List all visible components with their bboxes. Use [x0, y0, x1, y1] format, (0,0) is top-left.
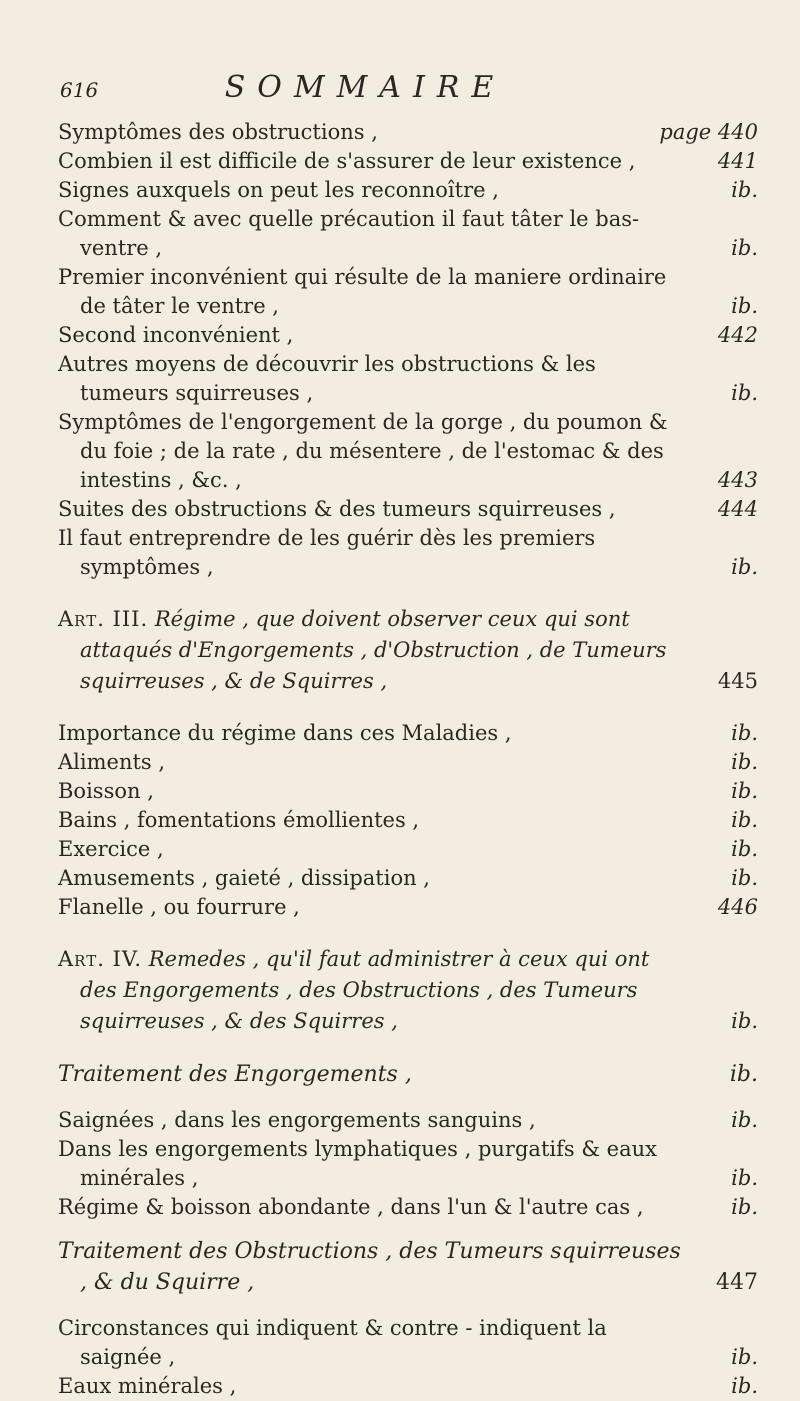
entry-page: ib.: [731, 750, 758, 774]
toc-entry: [58, 835, 758, 864]
entry-text: Régime & boisson abondante , dans l'un & l'autre cas ,: [58, 1195, 644, 1219]
entry-text: Boisson ,: [58, 779, 154, 803]
entry-text: Combien il est difficile de s'assurer de leur existence ,: [58, 149, 636, 173]
toc-entry: [58, 719, 758, 748]
entry-page: ib.: [731, 808, 758, 832]
section-title: Traitement des Obstructions , des Tumeurs squirreuses , & du Squirre ,: [58, 1239, 681, 1295]
entry-text: Suites des obstructions & des tumeurs squirreuses ,: [58, 497, 616, 521]
entry-text: Exercice ,: [58, 837, 164, 861]
entry-group-1: [58, 118, 758, 582]
entry-page: ib.: [731, 1166, 758, 1190]
entry-text: Aliments ,: [58, 750, 166, 774]
toc-entry: [58, 118, 758, 147]
section-heading-1: [58, 1059, 758, 1090]
article-number: Art. III.: [58, 607, 149, 631]
entry-page: ib.: [731, 837, 758, 861]
entry-group-3: [58, 1106, 758, 1222]
toc-entry: [58, 176, 758, 205]
toc-entry: [58, 495, 758, 524]
entry-text: Dans les engorgements lymphatiques , purgatifs & eaux minérales ,: [58, 1137, 658, 1190]
entry-text: Importance du régime dans ces Maladies ,: [58, 721, 512, 745]
toc-entry: [58, 777, 758, 806]
entry-page: 443: [717, 468, 758, 492]
article-title: Remedes , qu'il faut administrer à ceux qui ont des Engorgements , des Obstructions , des Tumeurs squirreuses , & des Squirres ,: [80, 947, 650, 1033]
entry-page: page 440: [659, 120, 758, 144]
entry-page: 444: [717, 497, 758, 521]
entry-group-4: [58, 1314, 758, 1401]
entry-page: ib.: [731, 1374, 758, 1398]
entry-page: 446: [717, 895, 758, 919]
entry-text: Circonstances qui indiquent & contre - indiquent la saignée ,: [58, 1316, 607, 1369]
toc-entry: [58, 893, 758, 922]
entry-text: Autres moyens de découvrir les obstructions & les tumeurs squirreuses ,: [58, 352, 596, 405]
toc-entry: [58, 524, 758, 582]
toc-entry: [58, 205, 758, 263]
entry-text: Amusements , gaieté , dissipation ,: [58, 866, 430, 890]
toc-entry: [58, 321, 758, 350]
entry-page: ib.: [731, 1108, 758, 1132]
article-page: ib.: [731, 1009, 758, 1033]
entry-text: Premier inconvénient qui résulte de la maniere ordinaire de tâter le ventre ,: [58, 265, 667, 318]
section-page: 447: [716, 1270, 758, 1295]
toc-entry: [58, 806, 758, 835]
entry-page: ib.: [731, 294, 758, 318]
entry-page: ib.: [731, 1195, 758, 1219]
entry-page: ib.: [731, 1345, 758, 1369]
toc-entry: [58, 1372, 758, 1401]
table-of-contents: [58, 118, 758, 1401]
entry-text: Second inconvénient ,: [58, 323, 294, 347]
article-heading-4: [58, 944, 758, 1037]
article-heading-3: [58, 604, 758, 697]
page-header: [60, 70, 750, 110]
toc-entry: [58, 408, 758, 495]
entry-page: ib.: [731, 721, 758, 745]
article-title: Régime , que doivent observer ceux qui sont attaqués d'Engorgements , d'Obstruction , de Tumeurs squirreuses , & de Squirres ,: [80, 607, 667, 693]
entry-page: ib.: [731, 555, 758, 579]
entry-text: Bains , fomentations émollientes ,: [58, 808, 420, 832]
article-number: Art. IV.: [58, 947, 143, 971]
entry-page: ib.: [731, 178, 758, 202]
toc-entry: [58, 1106, 758, 1135]
entry-page: ib.: [731, 866, 758, 890]
entry-page: ib.: [731, 779, 758, 803]
entry-text: Flanelle , ou fourrure ,: [58, 895, 300, 919]
entry-text: Signes auxquels on peut les reconnoître ,: [58, 178, 499, 202]
entry-page: 441: [717, 149, 758, 173]
article-page: 445: [717, 669, 758, 693]
entry-page: ib.: [731, 236, 758, 260]
toc-entry: [58, 1314, 758, 1372]
entry-text: Symptômes de l'engorgement de la gorge , du poumon & du foie ; de la rate , du mésentere , de l'estomac & des intestins , &c. ,: [58, 410, 668, 492]
running-title: SOMMAIRE: [224, 70, 506, 105]
entry-text: Il faut entreprendre de les guérir dès les premiers symptômes ,: [58, 526, 596, 579]
toc-entry: [58, 864, 758, 893]
entry-text: Eaux minérales ,: [58, 1374, 237, 1398]
toc-entry: [58, 350, 758, 408]
entry-text: Comment & avec quelle précaution il faut tâter le bas-ventre ,: [58, 207, 640, 260]
section-page: ib.: [729, 1062, 758, 1087]
toc-entry: [58, 147, 758, 176]
toc-entry: [58, 263, 758, 321]
toc-entry: [58, 748, 758, 777]
toc-entry: [58, 1193, 758, 1222]
entry-text: Saignées , dans les engorgements sanguins ,: [58, 1108, 536, 1132]
page-number: 616: [60, 78, 99, 102]
section-title: Traitement des Engorgements ,: [58, 1062, 412, 1087]
toc-entry: [58, 1135, 758, 1193]
entry-text: Symptômes des obstructions ,: [58, 120, 378, 144]
entry-group-2: [58, 719, 758, 922]
entry-page: 442: [717, 323, 758, 347]
entry-page: ib.: [731, 381, 758, 405]
section-heading-2: [58, 1236, 758, 1298]
